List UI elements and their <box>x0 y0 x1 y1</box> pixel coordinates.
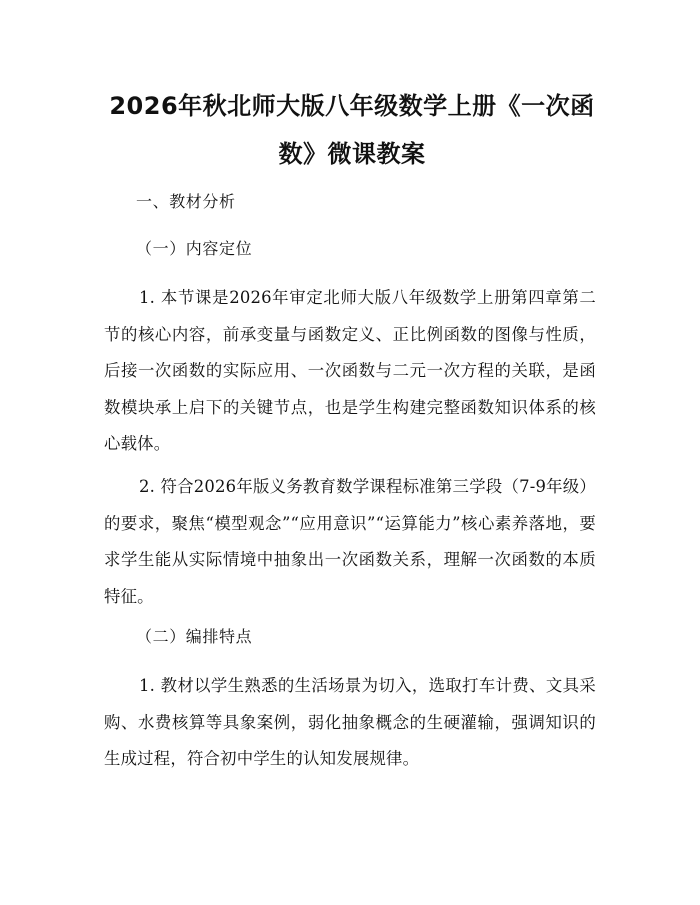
section-heading-textbook-analysis: 一、教材分析 <box>136 192 236 211</box>
document-title: 2026年秋北师大版八年级数学上册《一次函数》微课教案 <box>109 92 595 168</box>
subsection-heading-content-positioning: （一）内容定位 <box>136 239 253 258</box>
subsection-heading-arrangement-features: （二）编排特点 <box>136 627 253 646</box>
paragraph-content-position-1: 1. 本节课是2026年审定北师大版八年级数学上册第四章第二节的核心内容，前承变量与函数定义、正比例函数的图像与性质，后接一次函数的实际应用、一次函数与二元一次方程的关联，是函数模块承上启下的关键节点，也是学生构建完整函数知识体系的核心载体。 <box>104 288 596 453</box>
paragraph-content-position-2: 2. 符合2026年版义务教育数学课程标准第三学段（7-9年级）的要求，聚焦“模型观念”“应用意识”“运算能力”核心素养落地，要求学生能从实际情境中抽象出一次函数关系，理解一次函数的本质特征。 <box>104 477 596 606</box>
paragraph-arrangement-feature-1: 1. 教材以学生熟悉的生活场景为切入，选取打车计费、文具采购、水费核算等具象案例，弱化抽象概念的生硬灌输，强调知识的生成过程，符合初中学生的认知发展规律。 <box>104 676 596 768</box>
